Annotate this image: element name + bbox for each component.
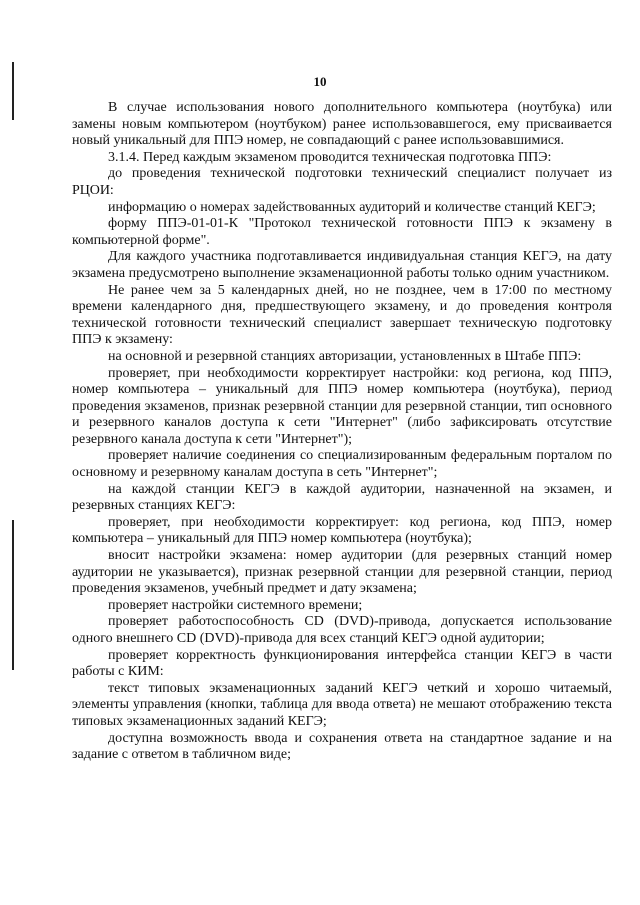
paragraph-answer-input: доступна возможность ввода и сохранения ответа на стандартное задание и на задание с ответом в табличном виде; [72,730,612,763]
paragraph-auditorium-info: информацию о номерах задействованных аудиторий и количестве станций КЕГЭ; [108,199,596,215]
paragraph-cd-drive: проверяет работоспособность CD (DVD)-привода, допускается использование одного внешнего CD (DVD)-привода для всех станций КЕГЭ одной аудитории; [72,614,612,646]
paragraph-form-ppe-01-01-k: форму ППЭ-01-01-К "Протокол технической готовности ППЭ к экзамену в компьютерной форме". [72,216,612,248]
paragraph-auth-stations: на основной и резервной станциях авторизации, установленных в Штабе ППЭ: [108,348,582,364]
paragraph-check-settings: проверяет, при необходимости корректирует настройки: код региона, код ППЭ, номер компьютера – уникальный для ППЭ номер компьютера (ноутбука), период проведения экзаменов, признак резервной станции для резервной станции, тип основного и резервного каналов доступа к сети "Интернет" (либо зафиксировать отсутствие резервного канала доступа к сети "Интернет"); [72,365,612,447]
paragraph-new-computer-numbering: В случае использования нового дополнительного компьютера (ноутбука) или замены новым компьютером (ноутбуком) ранее использовавшегося, ему присваивается новый уникальный для ППЭ номер, не совпадающий с ранее использовавшимися. [72,100,612,149]
paragraph-individual-station: Для каждого участника подготавливается индивидуальная станция КЕГЭ, на дату экзамена предусмотрено выполнение экзаменационной работы только одним участником. [72,249,612,281]
scan-edge-mark [12,62,14,120]
paragraph-before-preparation: до проведения технической подготовки технический специалист получает из РЦОИ: [72,166,612,198]
paragraph-text-readable: текст типовых экзаменационных заданий КЕГЭ четкий и хорошо читаемый, элементы управления (кнопки, таблица для ввода ответа) не мешают отображению текста типовых экзаменационных заданий КЕГЭ; [72,680,612,729]
document-body [72,100,612,764]
paragraph-each-station: на каждой станции КЕГЭ в каждой аудитории, назначенной на экзамен, и резервных станциях КЕГЭ: [72,481,612,514]
paragraph-section-3-1-4: 3.1.4. Перед каждым экзаменом проводится техническая подготовка ППЭ: [108,149,552,165]
paragraph-deadline: Не ранее чем за 5 календарных дней, но не позднее, чем в 17:00 по местному времени календарного дня, предшествующего экзамену, и до проведения контроля технической готовности технический специалист завершает техническую подготовку ППЭ к экзамену: [72,282,612,348]
paragraph-check-connection: проверяет наличие соединения со специализированным федеральным порталом по основному и резервному каналам доступа в сеть "Интернет"; [72,448,612,481]
paragraph-interface-check: проверяет корректность функционирования интерфейса станции КЕГЭ в части работы с КИМ: [72,647,612,680]
paragraph-system-time: проверяет настройки системного времени; [108,597,363,613]
paragraph-exam-settings: вносит настройки экзамена: номер аудитории (для резервных станций номер аудитории не указывается), признак резервной станции для резервной станции, период проведения экзаменов, учебный предмет и дату экзамена; [72,548,612,597]
paragraph-station-codes: проверяет, при необходимости корректирует: код региона, код ППЭ, номер компьютера – уникальный для ППЭ номер компьютера (ноутбука); [72,514,612,547]
scan-edge-mark [12,520,14,670]
page-number: 10 [313,74,327,89]
